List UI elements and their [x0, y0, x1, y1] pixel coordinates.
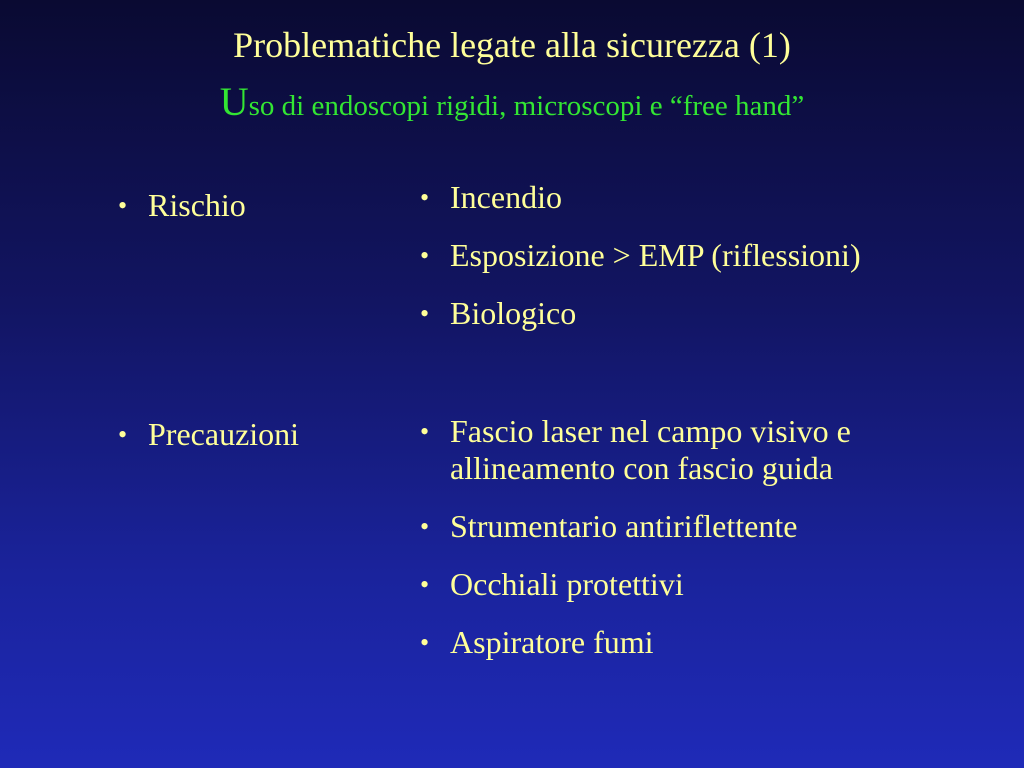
bullet-label: Precauzioni	[148, 416, 300, 452]
bullet-icon: •	[420, 241, 430, 270]
right-column-precauzioni-items	[410, 413, 990, 682]
slide-title: Problematiche legate alla sicurezza (1)	[233, 25, 791, 65]
bullet-icon: •	[420, 570, 430, 599]
bullet-icon: •	[420, 183, 430, 212]
bullet-text: Esposizione > EMP (riflessioni)	[450, 237, 861, 273]
bullet-icon: •	[118, 420, 128, 449]
bullet-icon: •	[118, 191, 128, 220]
bullet-icon: •	[420, 299, 430, 328]
left-column-precauzioni	[108, 416, 448, 453]
subtitle-text: so di endoscopi rigidi, microscopi e “free hand”	[248, 90, 805, 122]
bullet-item	[410, 179, 990, 216]
bullet-item	[108, 187, 448, 224]
bullet-item	[410, 295, 990, 332]
bullet-icon: •	[420, 628, 430, 657]
right-column-rischio-items	[410, 179, 990, 353]
bullet-icon: •	[420, 512, 430, 541]
bullet-item	[108, 416, 448, 453]
bullet-item	[410, 237, 990, 274]
bullet-item	[410, 508, 990, 545]
left-column-rischio	[108, 187, 448, 224]
bullet-text: Aspiratore fumi	[450, 624, 654, 660]
bullet-text: Fascio laser nel campo visivo e allineamento con fascio guida	[450, 413, 851, 486]
bullet-label: Rischio	[148, 187, 246, 223]
bullet-text: Incendio	[450, 179, 562, 215]
bullet-text: Occhiali protettivi	[450, 566, 684, 602]
bullet-text: Biologico	[450, 295, 577, 331]
bullet-item	[410, 624, 990, 661]
subtitle-initial: U	[219, 79, 249, 124]
bullet-item	[410, 413, 990, 487]
bullet-text: Strumentario antiriflettente	[450, 508, 798, 544]
slide-subtitle	[0, 78, 1024, 125]
bullet-icon: •	[420, 417, 430, 446]
bullet-item	[410, 566, 990, 603]
